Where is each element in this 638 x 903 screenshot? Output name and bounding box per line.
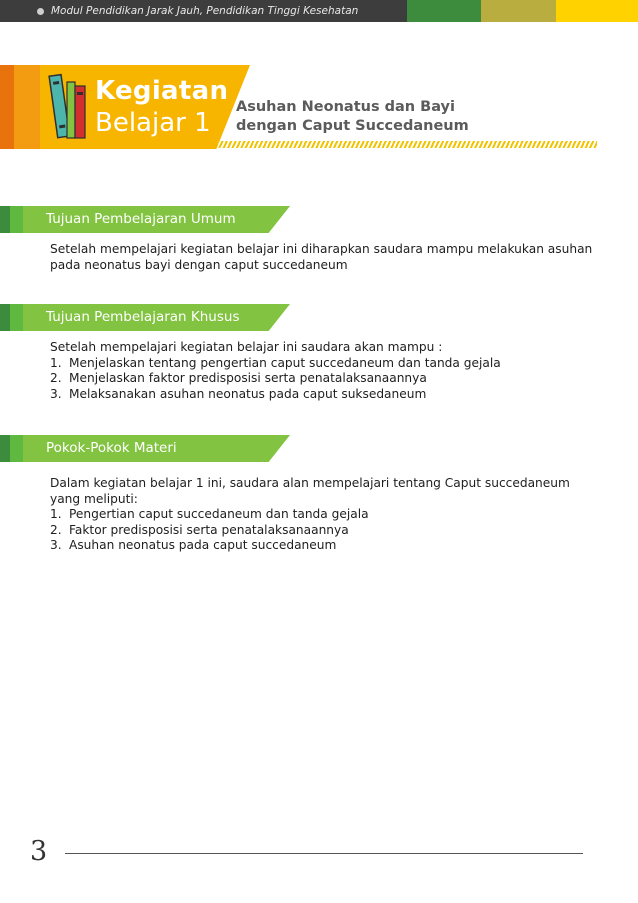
- subtitle-line-1: Asuhan Neonatus dan Bayi: [236, 99, 455, 115]
- list-item: [50, 538, 598, 554]
- materi-list: [50, 507, 598, 554]
- banner-orange-stripe: [0, 65, 14, 149]
- banner-amber-stripe: [14, 65, 40, 149]
- hatch-divider: [217, 141, 597, 148]
- footer-rule: [65, 853, 583, 854]
- section-heading-khusus: [0, 304, 290, 331]
- list-text: Faktor predisposisi serta penatalaksanaannya: [69, 522, 349, 537]
- list-number: 3.: [50, 538, 62, 552]
- list-text: Pengertian caput succedaneum dan tanda gejala: [69, 507, 369, 521]
- section-heading-materi: [0, 435, 290, 462]
- list-text: Menjelaskan faktor predisposisi serta penatalaksanaannya: [69, 371, 427, 385]
- khusus-intro: Setelah mempelajari kegiatan belajar ini saudara akan mampu :: [50, 340, 443, 354]
- list-item: [50, 356, 598, 372]
- banner-title-kegiatan: Kegiatan: [95, 76, 229, 106]
- header-yellow-segment: [556, 0, 638, 22]
- bullet-dot-icon: [37, 8, 44, 15]
- khusus-content: [50, 340, 598, 402]
- list-text: Asuhan neonatus pada caput succedaneum: [69, 538, 337, 552]
- list-number: 1.: [50, 355, 62, 370]
- materi-intro: Dalam kegiatan belajar 1 ini, saudara alan mempelajari tentang Caput succedaneum yang meliputi:: [50, 476, 570, 506]
- header-dark-segment: [0, 0, 407, 22]
- khusus-list: [50, 356, 598, 403]
- heading-stripe-dark: [0, 206, 10, 233]
- header-strip: [0, 0, 638, 22]
- list-text: Menjelaskan tentang pengertian caput succedaneum dan tanda gejala: [69, 355, 501, 370]
- heading-stripe-mid: [10, 206, 23, 233]
- heading-stripe-mid: [10, 304, 23, 331]
- chapter-subtitle: [236, 98, 469, 136]
- header-text: Modul Pendidikan Jarak Jauh, Pendidikan Tinggi Kesehatan: [51, 5, 359, 17]
- list-item: [50, 507, 598, 523]
- page-number: 3: [30, 836, 48, 867]
- umum-paragraph: [50, 242, 598, 273]
- section-heading-umum-label: Tujuan Pembelajaran Umum: [46, 211, 236, 227]
- list-number: 3.: [50, 386, 62, 401]
- umum-text: Setelah mempelajari kegiatan belajar ini diharapkan saudara mampu melakukan asuhan pada neonatus bayi dengan caput succedaneum: [50, 242, 593, 272]
- list-item: [50, 523, 598, 539]
- header-olive-segment: [481, 0, 556, 22]
- books-icon: [48, 70, 88, 142]
- heading-stripe-dark: [0, 304, 10, 331]
- list-number: 1.: [50, 507, 62, 521]
- list-item: [50, 371, 598, 387]
- list-number: 2.: [50, 522, 62, 537]
- list-item: [50, 387, 598, 403]
- heading-stripe-dark: [0, 435, 10, 462]
- section-heading-khusus-label: Tujuan Pembelajaran Khusus: [46, 309, 240, 325]
- list-text: Melaksanakan asuhan neonatus pada caput suksedaneum: [69, 386, 427, 401]
- heading-stripe-mid: [10, 435, 23, 462]
- banner-title-belajar: Belajar 1: [95, 108, 211, 138]
- header-green-segment: [407, 0, 481, 22]
- materi-content: [50, 476, 598, 554]
- section-heading-umum: [0, 206, 290, 233]
- subtitle-line-2: dengan Caput Succedaneum: [236, 118, 469, 134]
- list-number: 2.: [50, 371, 62, 385]
- section-heading-materi-label: Pokok-Pokok Materi: [46, 440, 177, 456]
